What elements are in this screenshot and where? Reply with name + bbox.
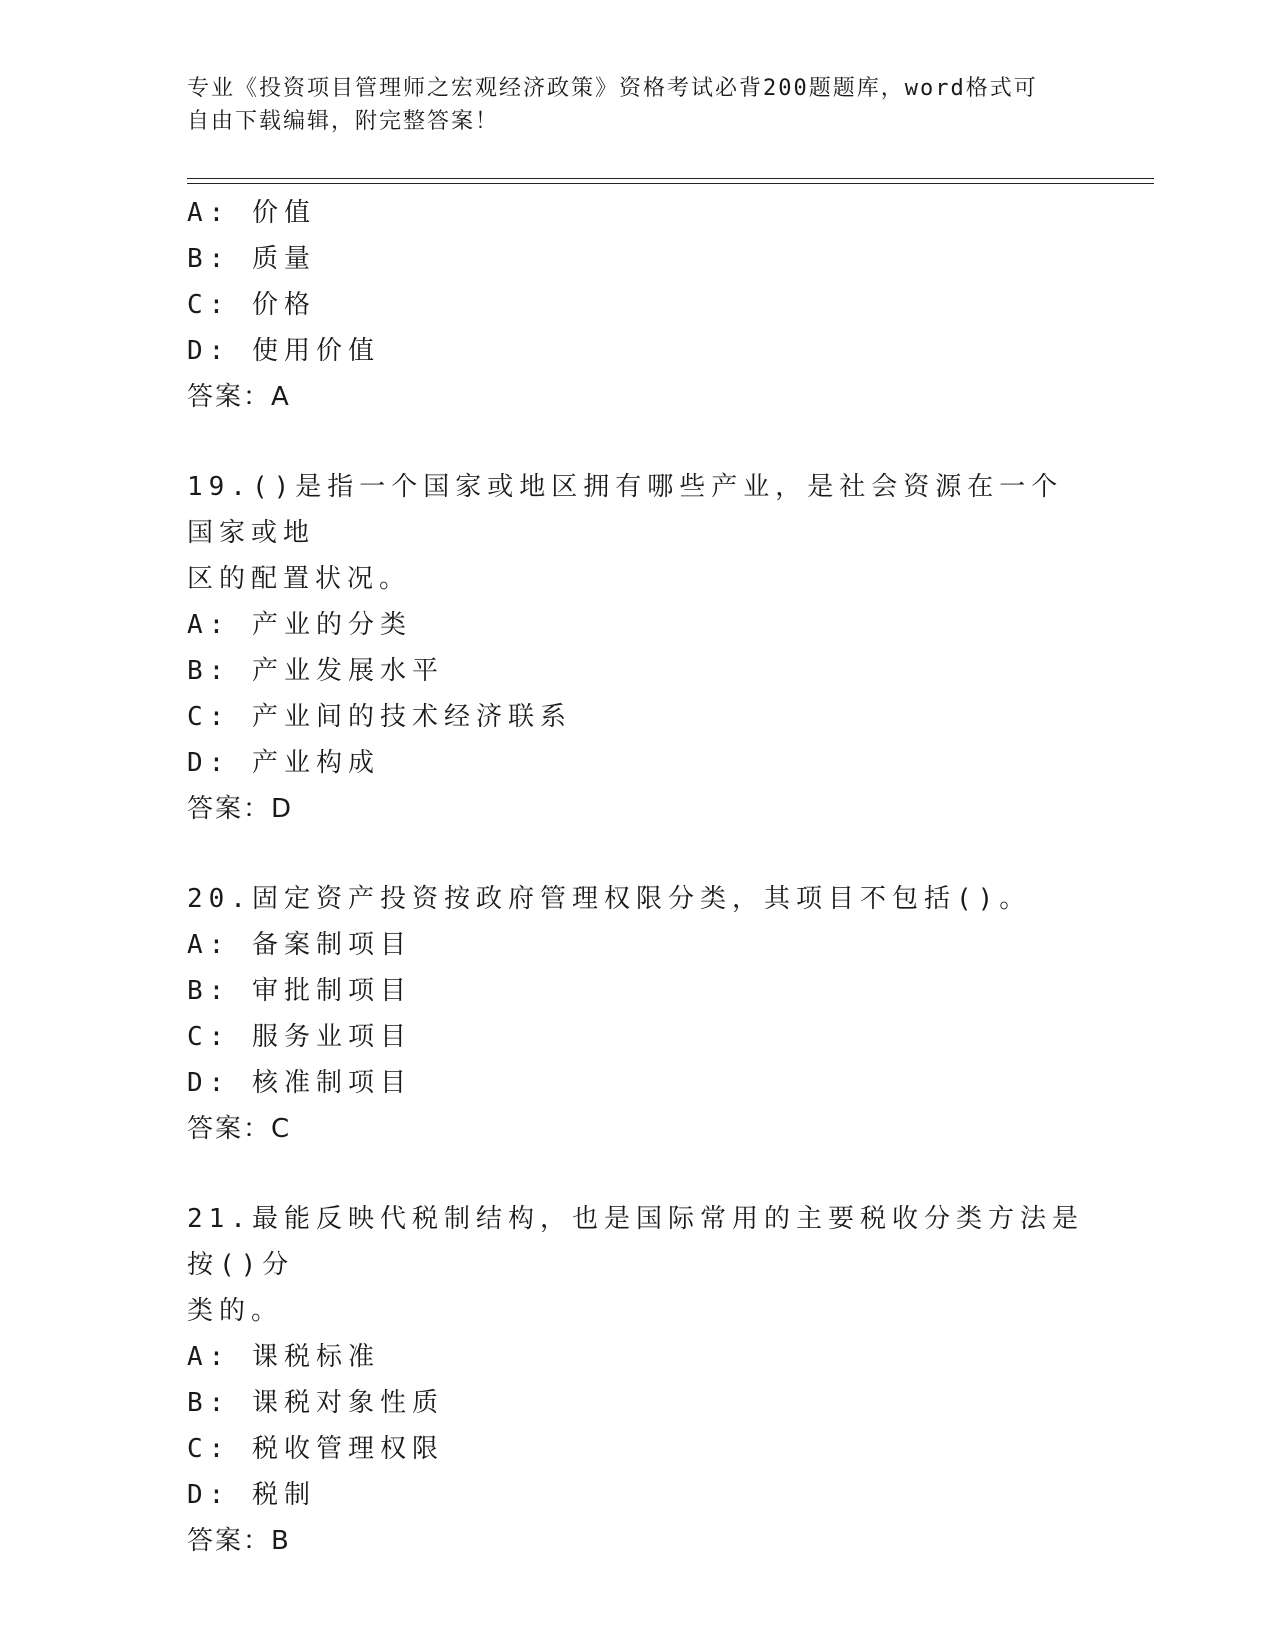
answer: 答案：A xyxy=(187,382,291,412)
question-stem xyxy=(187,876,1087,922)
option-b: B: 课税对象性质 xyxy=(187,1388,444,1418)
option-c: C: 价格 xyxy=(187,290,316,320)
option-c: C: 税收管理权限 xyxy=(187,1434,444,1464)
option-b: B: 产业发展水平 xyxy=(187,656,444,686)
option-d: D: 使用价值 xyxy=(187,336,380,366)
question-19 xyxy=(187,464,1087,832)
option-a: A: 备案制项目 xyxy=(187,930,412,960)
question-21 xyxy=(187,1196,1087,1564)
stem-line-1: 21.最能反映代税制结构，也是国际常用的主要税收分类方法是按()分 xyxy=(187,1204,1084,1280)
option-a: A: 课税标准 xyxy=(187,1342,380,1372)
header-divider-bottom xyxy=(187,183,1154,184)
question-list xyxy=(187,190,1087,1564)
option-d: D: 产业构成 xyxy=(187,748,380,778)
answer: 答案：B xyxy=(187,1526,291,1556)
stem-line-1: 19.()是指一个国家或地区拥有哪些产业，是社会资源在一个国家或地 xyxy=(187,472,1064,548)
header-line-2: 自由下载编辑，附完整答案！ xyxy=(187,109,500,134)
stem-line-1: 20.固定资产投资按政府管理权限分类，其项目不包括()。 xyxy=(187,884,1032,914)
option-d: D: 税制 xyxy=(187,1480,316,1510)
stem-line-2: 区的配置状况。 xyxy=(187,564,412,594)
answer: 答案：C xyxy=(187,1114,292,1144)
option-d: D: 核准制项目 xyxy=(187,1068,412,1098)
document-header xyxy=(187,72,1067,138)
header-divider-top xyxy=(187,178,1154,179)
question-20 xyxy=(187,876,1087,1152)
option-a: A: 产业的分类 xyxy=(187,610,412,640)
option-b: B: 审批制项目 xyxy=(187,976,412,1006)
option-a: A: 价值 xyxy=(187,198,316,228)
header-line-1: 专业《投资项目管理师之宏观经济政策》资格考试必背200题题库，word格式可 xyxy=(187,76,1038,101)
stem-line-2: 类的。 xyxy=(187,1296,284,1326)
option-b: B: 质量 xyxy=(187,244,316,274)
answer: 答案：D xyxy=(187,794,294,824)
question-18 xyxy=(187,190,1087,420)
option-c: C: 服务业项目 xyxy=(187,1022,412,1052)
question-stem xyxy=(187,1196,1087,1334)
question-stem xyxy=(187,464,1087,602)
option-c: C: 产业间的技术经济联系 xyxy=(187,702,572,732)
